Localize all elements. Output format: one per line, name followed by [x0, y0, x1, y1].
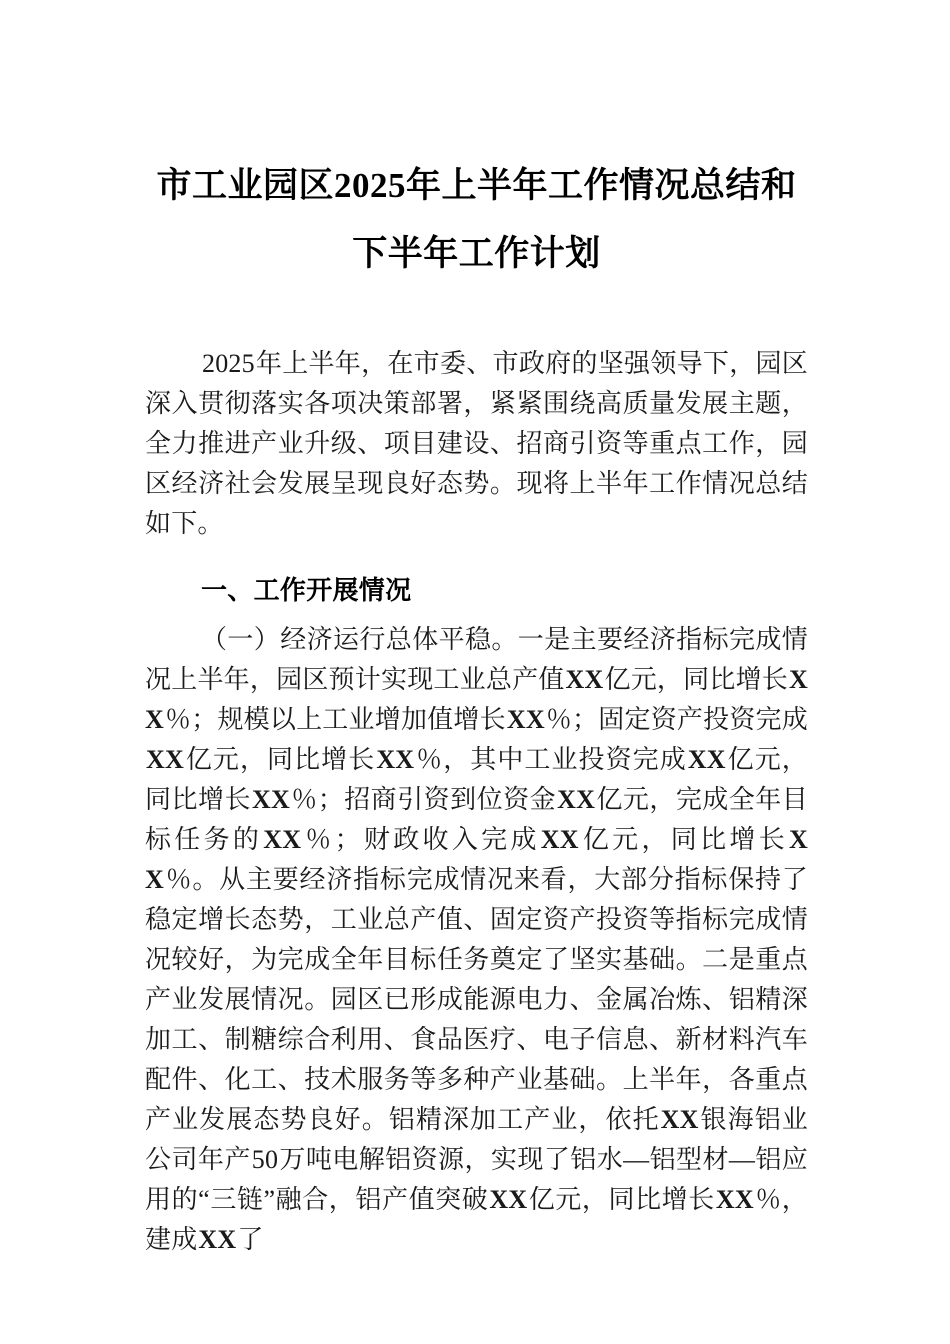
page-title	[145, 0, 808, 288]
section-heading-work-progress: 一、工作开展情况	[201, 575, 412, 605]
paragraph-economic-operation: （一）经济运行总体平稳。一是主要经济指标完成情况上半年，园区预计实现工业总产值XX亿元，同比增长XX％；规模以上工业增加值增长XX％；固定资产投资完成XX亿元，同比增长XX％，其中工业投资完成XX亿元，同比增长XX％；招商引资到位资金XX亿元，完成全年目标任务的XX％；财政收入完成XX亿元，同比增长XX％。从主要经济指标完成情况来看，大部分指标保持了稳定增长态势，工业总产值、固定资产投资等指标完成情况较好，为完成全年目标任务奠定了坚实基础。二是重点产业发展情况。园区已形成能源电力、金属冶炼、铝精深加工、制糖综合利用、食品医疗、电子信息、新材料汽车配件、化工、技术服务等多种产业基础。上半年，各重点产业发展态势良好。铝精深加工产业，依托XX银海铝业公司年产50万吨电解铝资源，实现了铝水—铝型材—铝应用的“三链”融合，铝产值突破XX亿元，同比增长XX％，建成XX了	[145, 625, 809, 1254]
paragraph-intro: 2025年上半年，在市委、市政府的坚强领导下，园区深入贯彻落实各项决策部署，紧紧围绕高质量发展主题，全力推进产业升级、项目建设、招商引资等重点工作，园区经济社会发展呈现良好态势。现将上半年工作情况总结如下。	[145, 349, 808, 538]
document-content	[145, 0, 808, 1260]
page-title-line-1: 市工业园区2025年上半年工作情况总结和	[156, 166, 797, 205]
page-title-line-2: 下半年工作计划	[352, 234, 601, 273]
